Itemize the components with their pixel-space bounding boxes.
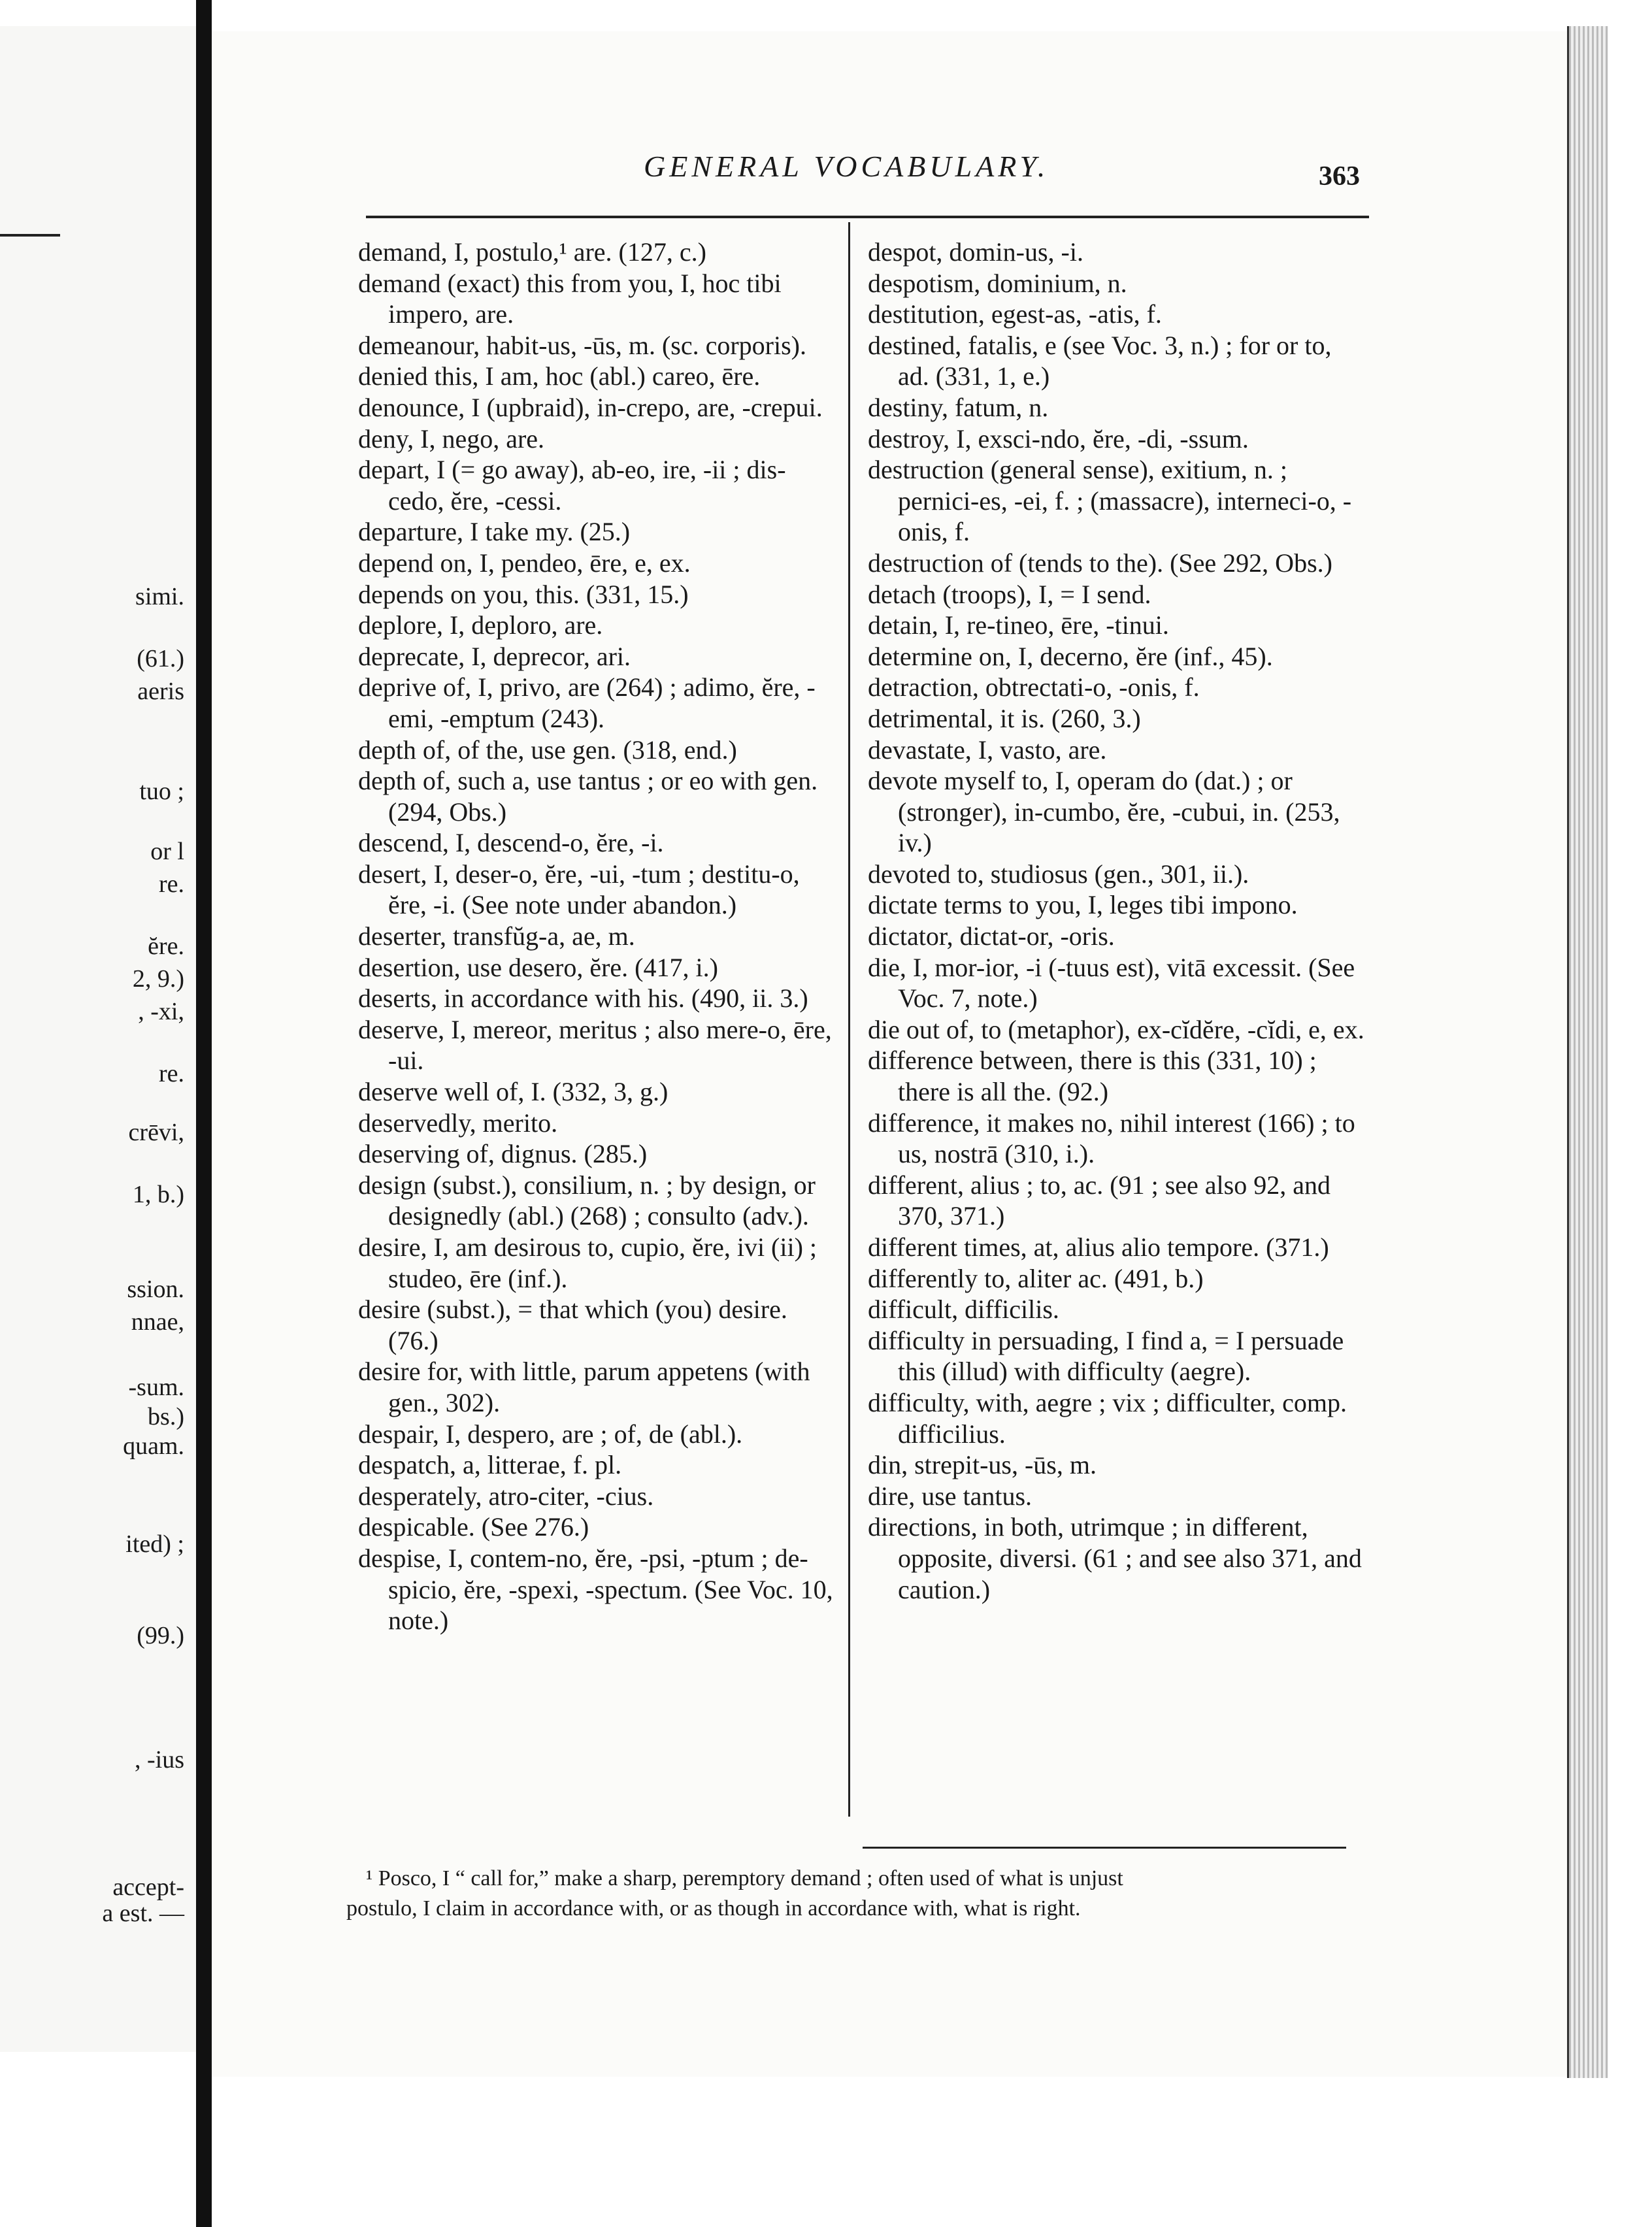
- vocabulary-entry: detraction, obtrectati-o, -onis, f.: [868, 672, 1200, 702]
- previous-page-fragment: simi.: [135, 583, 184, 610]
- previous-page-fragment: ĕre.: [148, 932, 184, 960]
- vocabulary-entry: die, I, mor-ior, -i (-tuus est), vitā excessit. (See Voc. 7, note.): [868, 952, 1355, 1014]
- vocabulary-entry: desertion, use desero, ĕre. (417, i.): [358, 952, 718, 982]
- previous-page-fragment: crēvi,: [128, 1119, 184, 1146]
- vocabulary-entry: deserve well of, I. (332, 3, g.): [358, 1077, 669, 1107]
- vocabulary-entry: dictator, dictat-or, -oris.: [868, 921, 1115, 951]
- column-divider: [848, 222, 850, 1817]
- vocabulary-entry: difficult, difficilis.: [868, 1295, 1059, 1325]
- vocabulary-entry: differently to, aliter ac. (491, b.): [868, 1263, 1204, 1293]
- vocabulary-entry: deserter, transfŭg-a, ae, m.: [358, 921, 635, 951]
- vocabulary-entry: deny, I, nego, are.: [358, 423, 545, 454]
- previous-page-fragment: , -ius: [135, 1746, 184, 1773]
- vocabulary-entry: desert, I, deser-o, ĕre, -ui, -tum ; destitu-o, ĕre, -i. (See note under abandon.): [358, 859, 800, 920]
- vocabulary-entry: deprecate, I, deprecor, ari.: [358, 641, 631, 671]
- vocabulary-entry: deserve, I, mereor, meritus ; also mere-o, ēre, -ui.: [358, 1014, 832, 1076]
- previous-page-fragment: (61.): [137, 645, 184, 672]
- vocabulary-entry: detrimental, it is. (260, 3.): [868, 703, 1141, 733]
- vocabulary-entry: despair, I, despero, are ; of, de (abl.).: [358, 1419, 743, 1449]
- vocabulary-entry: deservedly, merito.: [358, 1108, 558, 1138]
- previous-page-fragment: or l: [150, 838, 184, 865]
- vocabulary-entry: depends on you, this. (331, 15.): [358, 579, 689, 609]
- vocabulary-entry: detach (troops), I, = I send.: [868, 579, 1151, 609]
- vocabulary-entry: dictate terms to you, I, leges tibi impono.: [868, 890, 1298, 920]
- vocabulary-entry: devote myself to, I, operam do (dat.) ; or (stronger), in-cumbo, ĕre, -cubui, in. (253, iv.): [868, 766, 1340, 858]
- previous-page-fragment: re.: [158, 870, 184, 898]
- vocabulary-entry: despise, I, contem-no, ĕre, -psi, -ptum ; de-spicio, ĕre, -spexi, -spectum. (See Voc. 10, note.): [358, 1543, 833, 1636]
- vocabulary-entry: descend, I, descend-o, ĕre, -i.: [358, 828, 664, 858]
- previous-page-fragment: 1, b.): [132, 1181, 184, 1208]
- footnote-line-1: ¹ Posco, I “ call for,” make a sharp, peremptory demand ; often used of what is unjust: [366, 1866, 1123, 1890]
- header-rule: [366, 216, 1369, 218]
- vocabulary-entry: design (subst.), consilium, n. ; by design, or designedly (abl.) (268) ; consulto (adv.).: [358, 1170, 816, 1231]
- vocabulary-entry: devastate, I, vasto, are.: [868, 734, 1107, 765]
- vocabulary-entry: despotism, dominium, n.: [868, 268, 1127, 298]
- running-head: GENERAL VOCABULARY.: [644, 150, 1049, 183]
- vocabulary-entry: destruction of (tends to the). (See 292, Obs.): [868, 548, 1332, 578]
- vocabulary-entry: difference between, there is this (331, 10) ; there is all the. (92.): [868, 1046, 1317, 1107]
- vocabulary-entry: destitution, egest-as, -atis, f.: [868, 299, 1162, 329]
- vocabulary-entry: determine on, I, decerno, ĕre (inf., 45).: [868, 641, 1273, 671]
- vocabulary-entry: difficulty in persuading, I find a, = I persuade this (illud) with difficulty (aegre).: [868, 1325, 1344, 1387]
- vocabulary-entry: despatch, a, litterae, f. pl.: [358, 1450, 622, 1480]
- vocabulary-entry: deplore, I, deploro, are.: [358, 610, 603, 640]
- vocabulary-entry: desire, I, am desirous to, cupio, ĕre, ivi (ii) ; studeo, ēre (inf.).: [358, 1232, 818, 1293]
- previous-page-fragment: tuo ;: [139, 778, 184, 805]
- vocabulary-entry: deserving of, dignus. (285.): [358, 1139, 648, 1169]
- vocabulary-column-right: [868, 237, 1364, 1605]
- previous-page-fragment: -sum.: [128, 1374, 184, 1401]
- vocabulary-entry: desire (subst.), = that which (you) desire. (76.): [358, 1295, 787, 1355]
- page-number: 363: [1319, 161, 1360, 191]
- footnote-line-2: postulo, I claim in accordance with, or as though in accordance with, what is right.: [346, 1896, 1081, 1921]
- previous-page-fragment: accept-: [112, 1873, 184, 1901]
- previous-page-fragment: (99.): [137, 1622, 184, 1649]
- previous-page-fragment: re.: [158, 1060, 184, 1087]
- vocabulary-entry: deserts, in accordance with his. (490, ii. 3.): [358, 983, 808, 1014]
- vocabulary-entry: destruction (general sense), exitium, n. ; pernici-es, -ei, f. ; (massacre), interneci-o, - onis, f.: [868, 455, 1352, 547]
- vocabulary-entry: departure, I take my. (25.): [358, 517, 631, 547]
- previous-page-rule: [0, 234, 60, 237]
- vocabulary-entry: denied this, I am, hoc (abl.) careo, ēre.: [358, 361, 761, 391]
- vocabulary-entry: demand (exact) this from you, I, hoc tibi impero, are.: [358, 268, 782, 329]
- vocabulary-entry: destiny, fatum, n.: [868, 392, 1049, 422]
- vocabulary-entry: depth of, such a, use tantus ; or eo with gen. (294, Obs.): [358, 766, 818, 827]
- vocabulary-entry: die out of, to (metaphor), ex-cĭdĕre, -cĭdi, e, ex.: [868, 1014, 1364, 1044]
- vocabulary-column-left: [358, 237, 842, 1636]
- previous-page-fragment: a est. —: [102, 1900, 184, 1927]
- previous-page-fragment: bs.): [148, 1403, 184, 1430]
- vocabulary-entry: detain, I, re-tineo, ēre, -tinui.: [868, 610, 1169, 640]
- vocabulary-entry: different, alius ; to, ac. (91 ; see also 92, and 370, 371.): [868, 1170, 1330, 1231]
- previous-page-fragment: , -xi,: [138, 998, 184, 1025]
- previous-page-fragment: ited) ;: [125, 1530, 184, 1558]
- vocabulary-entry: difference, it makes no, nihil interest (166) ; to us, nostrā (310, i.).: [868, 1108, 1355, 1169]
- vocabulary-entry: denounce, I (upbraid), in-crepo, are, -crepui.: [358, 392, 823, 422]
- page-stack-edge: [1567, 26, 1608, 2078]
- vocabulary-entry: destined, fatalis, e (see Voc. 3, n.) ; for or to, ad. (331, 1, e.): [868, 330, 1332, 391]
- vocabulary-entry: din, strepit-us, -ūs, m.: [868, 1450, 1097, 1480]
- footnote-rule: [863, 1847, 1346, 1849]
- previous-page-fragment: quam.: [123, 1432, 184, 1460]
- vocabulary-entry: depart, I (= go away), ab-eo, ire, -ii ; dis-cedo, ĕre, -cessi.: [358, 455, 786, 516]
- vocabulary-entry: desperately, atro-citer, -cius.: [358, 1481, 654, 1511]
- vocabulary-entry: different times, at, alius alio tempore. (371.): [868, 1232, 1329, 1262]
- previous-page-fragment: aeris: [137, 678, 184, 705]
- previous-page-fragment: 2, 9.): [132, 965, 184, 993]
- book-gutter: [196, 0, 212, 2227]
- vocabulary-entry: deprive of, I, privo, are (264) ; adimo, ĕre, -emi, -emptum (243).: [358, 672, 816, 733]
- vocabulary-entry: directions, in both, utrimque ; in different, opposite, diversi. (61 ; and see also 371, and caution.): [868, 1512, 1362, 1604]
- previous-page-edge: [0, 26, 199, 2052]
- vocabulary-entry: demeanour, habit-us, -ūs, m. (sc. corporis).: [358, 330, 806, 360]
- vocabulary-entry: destroy, I, exsci-ndo, ĕre, -di, -ssum.: [868, 423, 1249, 454]
- vocabulary-entry: desire for, with little, parum appetens (with gen., 302).: [358, 1357, 810, 1417]
- vocabulary-entry: demand, I, postulo,¹ are. (127, c.): [358, 237, 706, 267]
- vocabulary-entry: despicable. (See 276.): [358, 1512, 589, 1542]
- previous-page-fragment: ssion.: [127, 1276, 184, 1303]
- vocabulary-entry: depth of, of the, use gen. (318, end.): [358, 734, 737, 765]
- vocabulary-entry: despot, domin-us, -i.: [868, 237, 1083, 267]
- vocabulary-entry: dire, use tantus.: [868, 1481, 1032, 1511]
- vocabulary-entry: depend on, I, pendeo, ēre, e, ex.: [358, 548, 691, 578]
- previous-page-fragment: nnae,: [131, 1308, 184, 1336]
- vocabulary-entry: devoted to, studiosus (gen., 301, ii.).: [868, 859, 1249, 889]
- vocabulary-entry: difficulty, with, aegre ; vix ; difficulter, comp. difficilius.: [868, 1387, 1347, 1449]
